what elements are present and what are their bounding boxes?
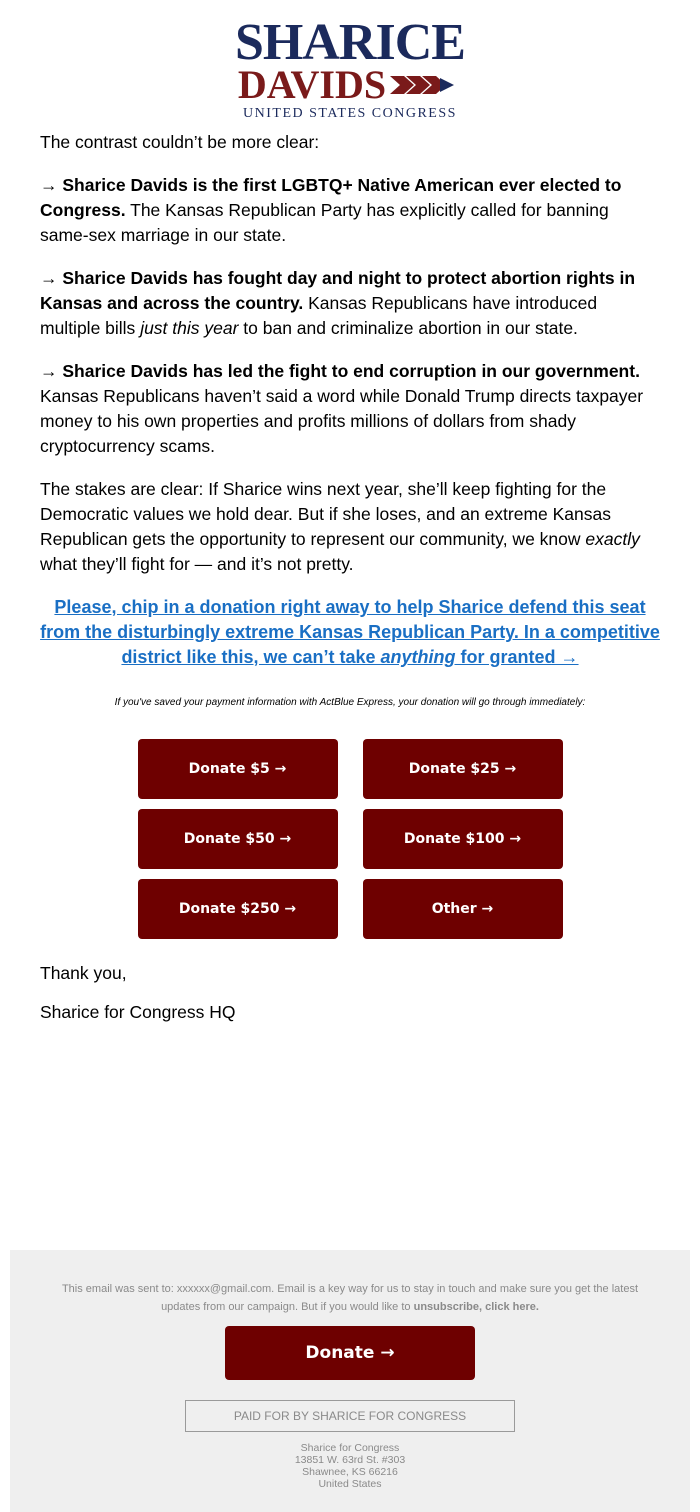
footer-sent-to: This email was sent to: xxxxxx@gmail.com. Email is a key way for us to stay in touch and make sure you get the latest updates from our campaign. But if you would like to bbox=[61, 1283, 639, 1313]
unsubscribe-link[interactable]: unsubscribe, click here. bbox=[413, 1301, 539, 1313]
donate-100-button[interactable]: Donate $100 → bbox=[363, 809, 563, 869]
stakes-italic: exactly bbox=[585, 529, 640, 549]
donate-50-button[interactable]: Donate $50 → bbox=[138, 809, 338, 869]
point-3 bbox=[40, 359, 660, 459]
header bbox=[0, 0, 700, 130]
cta-text-b[interactable]: for granted → bbox=[455, 647, 579, 667]
point-1-text: The Kansas Republican Party has explicitly called for banning same-sex marriage in our state. bbox=[40, 200, 609, 245]
address-line: Shawnee, KS 66216 bbox=[302, 1466, 398, 1478]
point-1-bold: → Sharice Davids is the first LGBTQ+ Native American ever elected to Congress. bbox=[40, 175, 622, 220]
logo-name-top: SHARICE bbox=[235, 14, 465, 71]
donate-5-button[interactable]: Donate $5 → bbox=[138, 739, 338, 799]
stakes-paragraph bbox=[40, 477, 660, 577]
point-1 bbox=[40, 173, 660, 248]
campaign-logo bbox=[235, 14, 465, 122]
point-2-text-a: Kansas Republicans have introduced multiple bills bbox=[40, 293, 598, 338]
point-3-bold: → Sharice Davids has led the fight to end corruption in our government. bbox=[40, 361, 640, 381]
signoff-thanks: Thank you, bbox=[40, 963, 127, 983]
email-body bbox=[0, 130, 700, 715]
point-2-italic: just this year bbox=[140, 318, 239, 338]
address-line: Sharice for Congress bbox=[300, 1442, 400, 1454]
point-3-text: Kansas Republicans haven’t said a word while Donald Trump directs taxpayer money to his own properties and profits millions of dollars from shady cryptocurrency scams. bbox=[40, 386, 644, 456]
actblue-express-note: If you've saved your payment information with ActBlue Express, your donation will go through immediately: bbox=[114, 697, 586, 708]
donate-other-button[interactable]: Other → bbox=[363, 879, 563, 939]
point-2-bold: → Sharice Davids has fought day and night to protect abortion rights in Kansas and across the country. bbox=[40, 268, 636, 313]
email-footer bbox=[10, 1250, 690, 1512]
mailing-address bbox=[10, 1442, 690, 1490]
stakes-text-a: The stakes are clear: If Sharice wins next year, she’ll keep fighting for the Democratic values we hold dear. But if she loses, and an extreme Kansas Republican gets the opportunity to represent our community, we know bbox=[40, 479, 611, 549]
signoff-from: Sharice for Congress HQ bbox=[40, 1002, 236, 1022]
signoff bbox=[0, 963, 700, 1023]
donate-25-button[interactable]: Donate $25 → bbox=[363, 739, 563, 799]
logo-name-bottom-row bbox=[235, 62, 465, 107]
address-line: United States bbox=[318, 1478, 382, 1490]
point-2-text-b: to ban and criminalize abortion in our state. bbox=[238, 318, 578, 338]
footer-donate-button[interactable]: Donate → bbox=[225, 1326, 475, 1380]
stakes-text-b: what they’ll fight for — and it’s not pretty. bbox=[40, 554, 354, 574]
paid-for-disclaimer: PAID FOR BY SHARICE FOR CONGRESS bbox=[185, 1400, 515, 1432]
address-line: 13851 W. 63rd St. #303 bbox=[294, 1454, 406, 1466]
donate-button-grid bbox=[138, 739, 563, 939]
cta-italic[interactable]: anything bbox=[380, 647, 456, 667]
logo-tagline: UNITED STATES CONGRESS bbox=[243, 106, 457, 121]
cta-text-a[interactable]: Please, chip in a donation right away to help Sharice defend this seat from the disturbingly extreme Kansas Republican Party. In a competitive district like this, we can’t take bbox=[40, 597, 660, 667]
donate-250-button[interactable]: Donate $250 → bbox=[138, 879, 338, 939]
donation-cta-link[interactable] bbox=[40, 597, 660, 667]
logo-name-bottom: DAVIDS bbox=[237, 62, 387, 107]
point-2 bbox=[40, 266, 660, 341]
intro-text: The contrast couldn’t be more clear: bbox=[40, 132, 320, 152]
donation-cta bbox=[40, 595, 660, 670]
footer-notice bbox=[10, 1250, 690, 1316]
arrow-chevrons-icon bbox=[390, 72, 462, 98]
